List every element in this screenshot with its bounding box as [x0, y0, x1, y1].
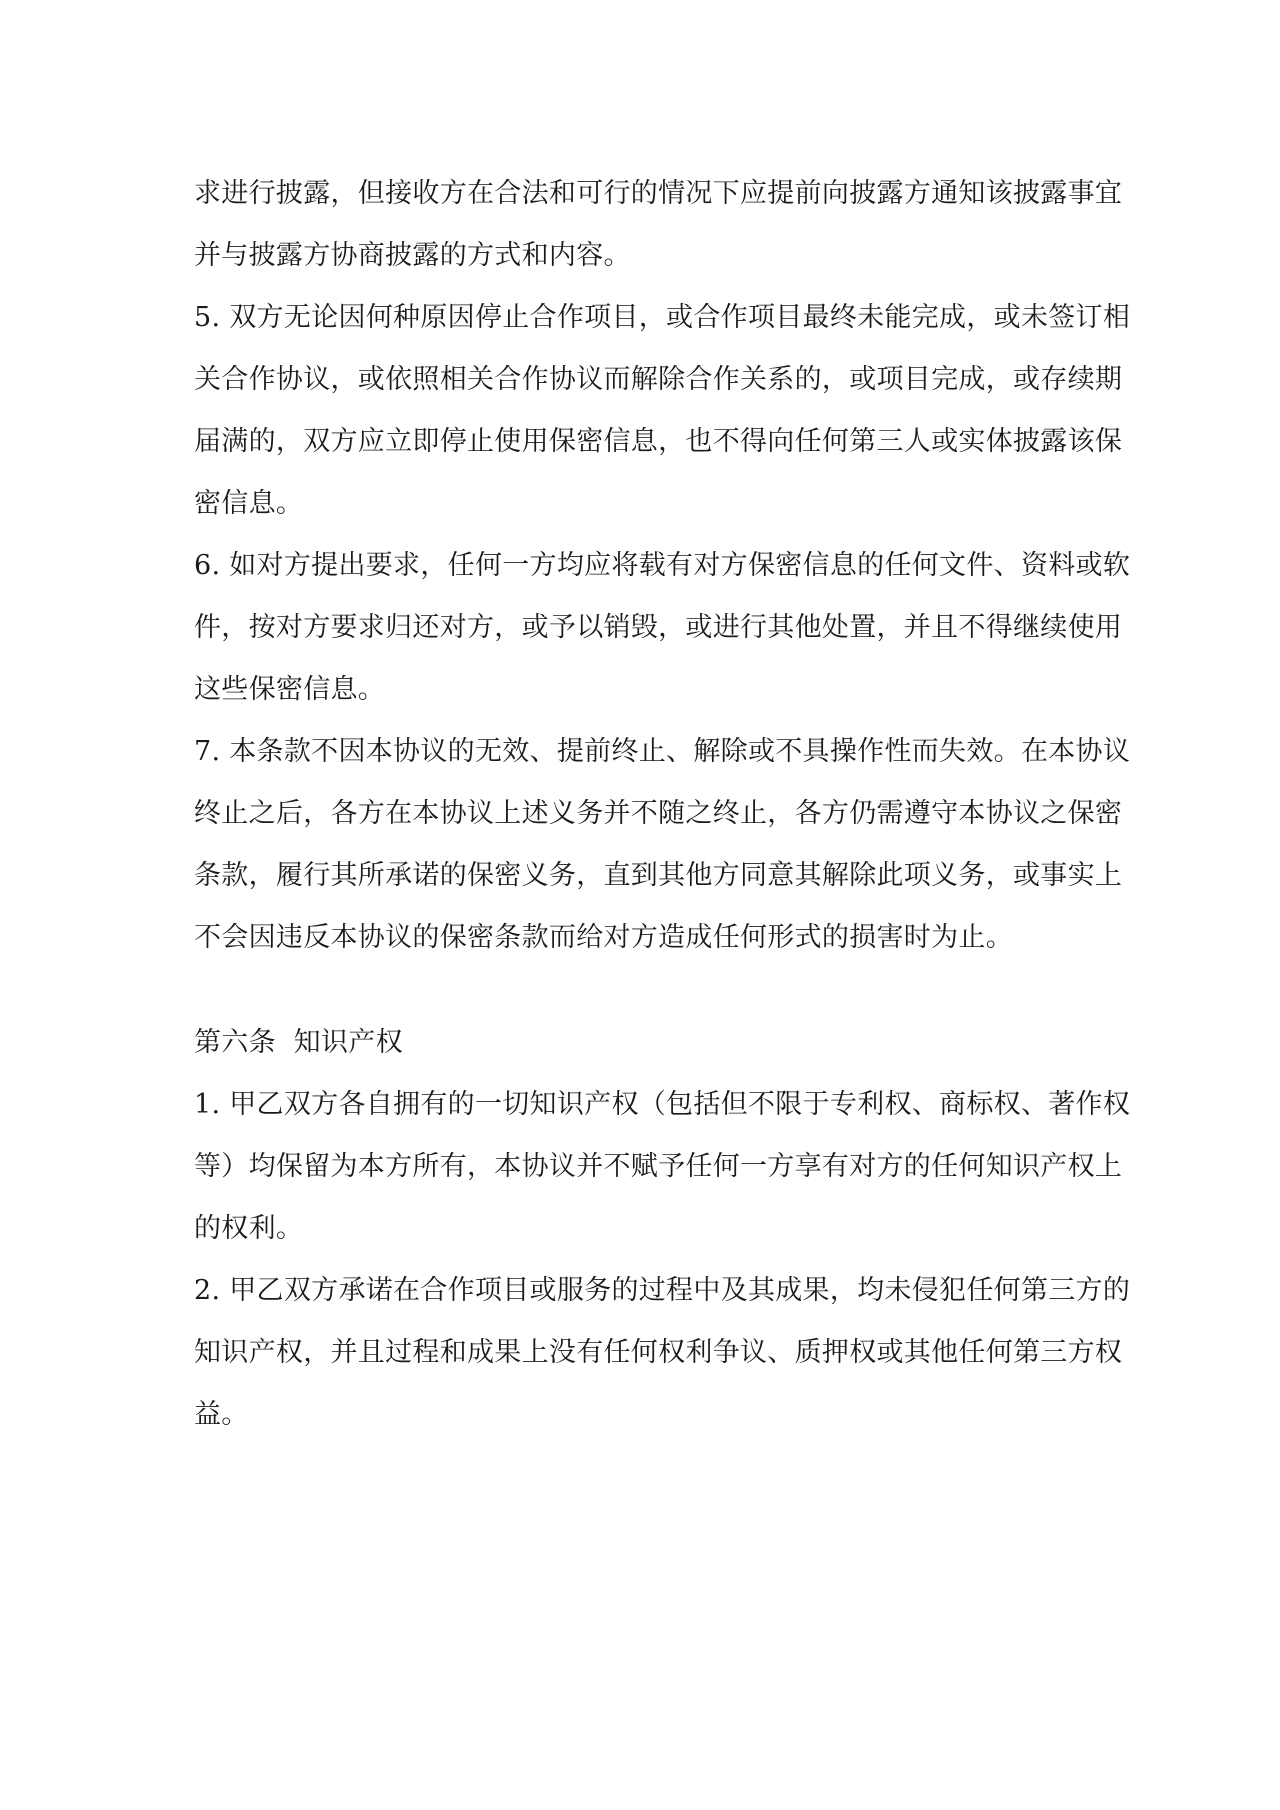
paragraph-line: 知识产权，并且过程和成果上没有任何权利争议、质押权或其他任何第三方权	[194, 1337, 1123, 1368]
paragraph-line: 密信息。	[194, 488, 304, 519]
paragraph-line: 7. 本条款不因本协议的无效、提前终止、解除或不具操作性而失效。在本协议	[194, 736, 1131, 767]
paragraph-line: 关合作协议，或依照相关合作协议而解除合作关系的，或项目完成，或存续期	[194, 364, 1123, 395]
paragraph-line: 件，按对方要求归还对方，或予以销毁，或进行其他处置，并且不得继续使用	[194, 612, 1123, 643]
paragraph-line: 6. 如对方提出要求，任何一方均应将载有对方保密信息的任何文件、资料或软	[194, 550, 1131, 581]
paragraph-line: 终止之后，各方在本协议上述义务并不随之终止，各方仍需遵守本协议之保密	[194, 798, 1123, 829]
article-6-item-2-paragraph	[194, 1260, 1131, 1446]
article-6-heading-block	[194, 1012, 1094, 1074]
paragraph-line: 等）均保留为本方所有，本协议并不赋予任何一方享有对方的任何知识产权上	[194, 1151, 1123, 1182]
paragraph-line: 不会因违反本协议的保密条款而给对方造成任何形式的损害时为止。	[194, 922, 1013, 953]
paragraph-line: 并与披露方协商披露的方式和内容。	[194, 240, 631, 271]
paragraph-line: 5. 双方无论因何种原因停止合作项目，或合作项目最终未能完成，或未签订相	[194, 302, 1131, 333]
clause-6-paragraph	[194, 535, 1131, 721]
paragraph-line: 1. 甲乙双方各自拥有的一切知识产权（包括但不限于专利权、商标权、著作权	[194, 1089, 1131, 1120]
paragraph-line: 届满的，双方应立即停止使用保密信息，也不得向任何第三人或实体披露该保	[194, 426, 1123, 457]
paragraph-line: 2. 甲乙双方承诺在合作项目或服务的过程中及其成果，均未侵犯任何第三方的	[194, 1275, 1131, 1306]
clause-7-paragraph	[194, 721, 1131, 969]
article-heading: 第六条 知识产权	[194, 1027, 403, 1058]
paragraph-line: 这些保密信息。	[194, 674, 386, 705]
continuation-paragraph	[194, 163, 1123, 287]
paragraph-line: 求进行披露，但接收方在合法和可行的情况下应提前向披露方通知该披露事宜	[194, 178, 1123, 209]
paragraph-line: 益。	[194, 1399, 249, 1430]
article-6-item-1-paragraph	[194, 1074, 1131, 1260]
paragraph-line: 条款，履行其所承诺的保密义务，直到其他方同意其解除此项义务，或事实上	[194, 860, 1123, 891]
clause-5-paragraph	[194, 287, 1131, 535]
paragraph-line: 的权利。	[194, 1213, 304, 1244]
